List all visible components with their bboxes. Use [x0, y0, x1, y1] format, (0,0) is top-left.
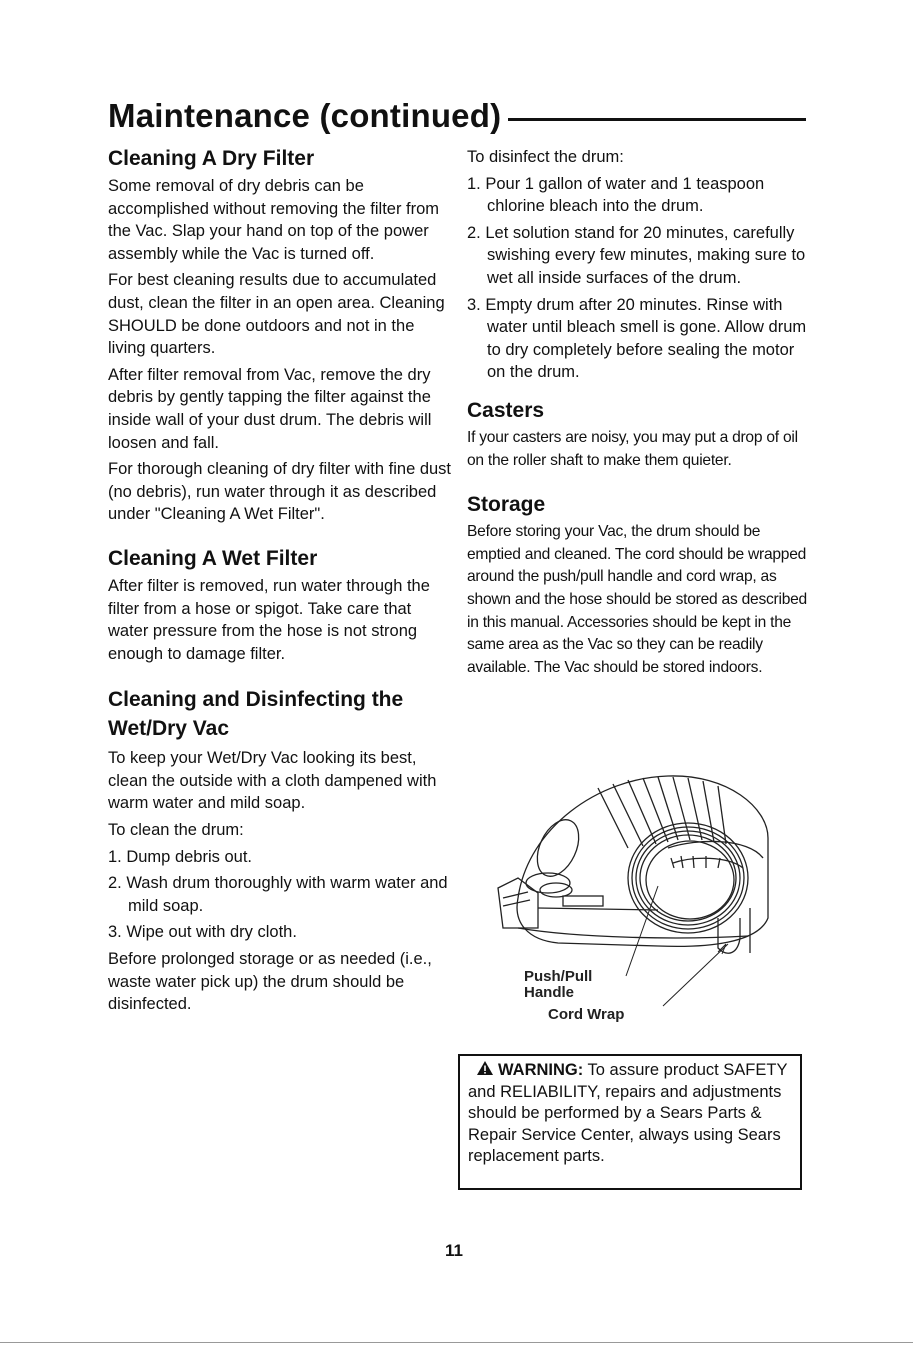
casters-paragraph: If your casters are noisy, you may put a drop of oil on the roller shaft to make them quieter. — [467, 428, 798, 469]
disinfect-paragraph-2: To clean the drum: — [108, 821, 244, 840]
list-item: 3. Wipe out with dry cloth. — [108, 923, 297, 942]
page-number: 11 — [445, 1241, 463, 1260]
right-column — [467, 146, 807, 679]
warning-box — [458, 1054, 802, 1190]
list-item: 1. Pour 1 gallon of water and 1 teaspoon chlorine bleach into the drum. — [467, 174, 765, 216]
heading-cleaning-dry-filter: Cleaning A Dry Filter — [108, 147, 315, 170]
disinfect-steps — [467, 173, 807, 384]
dry-filter-paragraph-2: For best cleaning results due to accumulated dust, clean the filter in an open area. Cleaning SHOULD be done outdoors and not in the living quarters. — [108, 271, 445, 358]
list-item: 1. Dump debris out. — [108, 847, 252, 866]
label-handle: Handle — [524, 984, 575, 1001]
storage-paragraph: Before storing your Vac, the drum should be emptied and cleaned. The cord should be wrapped around the push/pull handle and cord wrap, as shown and the hose should be stored as described in this manual. Accessories should be kept in the same area as the Vac so they can be readily available. The Vac should be stored indoors. — [467, 523, 807, 676]
wet-filter-paragraph-1: After filter is removed, run water through the filter from a hose or spigot. Take care that water pressure from the hose is not strong enough to damage filter. — [108, 576, 430, 663]
warning-body: To assure product SAFETY and RELIABILITY, repairs and adjustments should be performed by a Sears Parts & Repair Service Center, always using Sears replacement parts. — [468, 1061, 788, 1166]
label-push-pull: Push/Pull — [524, 968, 593, 985]
disinfect-intro: To disinfect the drum: — [467, 148, 624, 166]
dry-filter-paragraph-4: For thorough cleaning of dry filter with fine dust (no debris), run water through it as described under "Cleaning A Wet Filter". — [108, 460, 452, 524]
dry-filter-paragraph-1: Some removal of dry debris can be accomplished without removing the filter from the Vac. Slap your hand on top of the power assembly while the Vac is turned off. — [108, 177, 440, 263]
dry-filter-paragraph-3: After filter removal from Vac, remove the dry debris by gently tapping the filter against the inside wall of your dust drum. The debris will loosen and fall. — [108, 365, 432, 452]
warning-text-line — [468, 1060, 800, 1168]
left-column — [108, 146, 453, 1016]
list-item: 2. Let solution stand for 20 minutes, carefully swishing every few minutes, making sure to wet all inside surfaces of the drum. — [467, 223, 806, 287]
heading-cleaning-wet-filter: Cleaning A Wet Filter — [108, 546, 318, 570]
page-bottom-edge — [0, 1342, 913, 1343]
heading-storage: Storage — [467, 493, 546, 517]
title-rule — [508, 118, 806, 121]
drum-cleaning-steps — [108, 846, 453, 944]
heading-cleaning-disinfecting: Cleaning and Disinfecting the Wet/Dry Vac — [108, 688, 404, 741]
vac-storage-figure — [478, 768, 778, 1028]
disinfect-paragraph-3: Before prolonged storage or as needed (i.e., waste water pick up) the drum should be disinfected. — [108, 950, 432, 1014]
warning-label: WARNING: — [498, 1061, 584, 1079]
list-item: 2. Wash drum thoroughly with warm water and mild soap. — [108, 874, 448, 915]
disinfect-paragraph-1: To keep your Wet/Dry Vac looking its best, clean the outside with a cloth dampened with warm water and mild soap. — [108, 749, 437, 813]
label-cord-wrap: Cord Wrap — [548, 1006, 625, 1023]
page-title: Maintenance (continued) — [108, 97, 502, 134]
list-item: 3. Empty drum after 20 minutes. Rinse with water until bleach smell is gone. Allow drum to dry completely before sealing the motor on the drum. — [467, 295, 807, 382]
heading-casters: Casters — [467, 398, 545, 422]
warning-triangle-icon — [476, 1060, 494, 1076]
vac-head-illustration — [478, 768, 778, 1028]
